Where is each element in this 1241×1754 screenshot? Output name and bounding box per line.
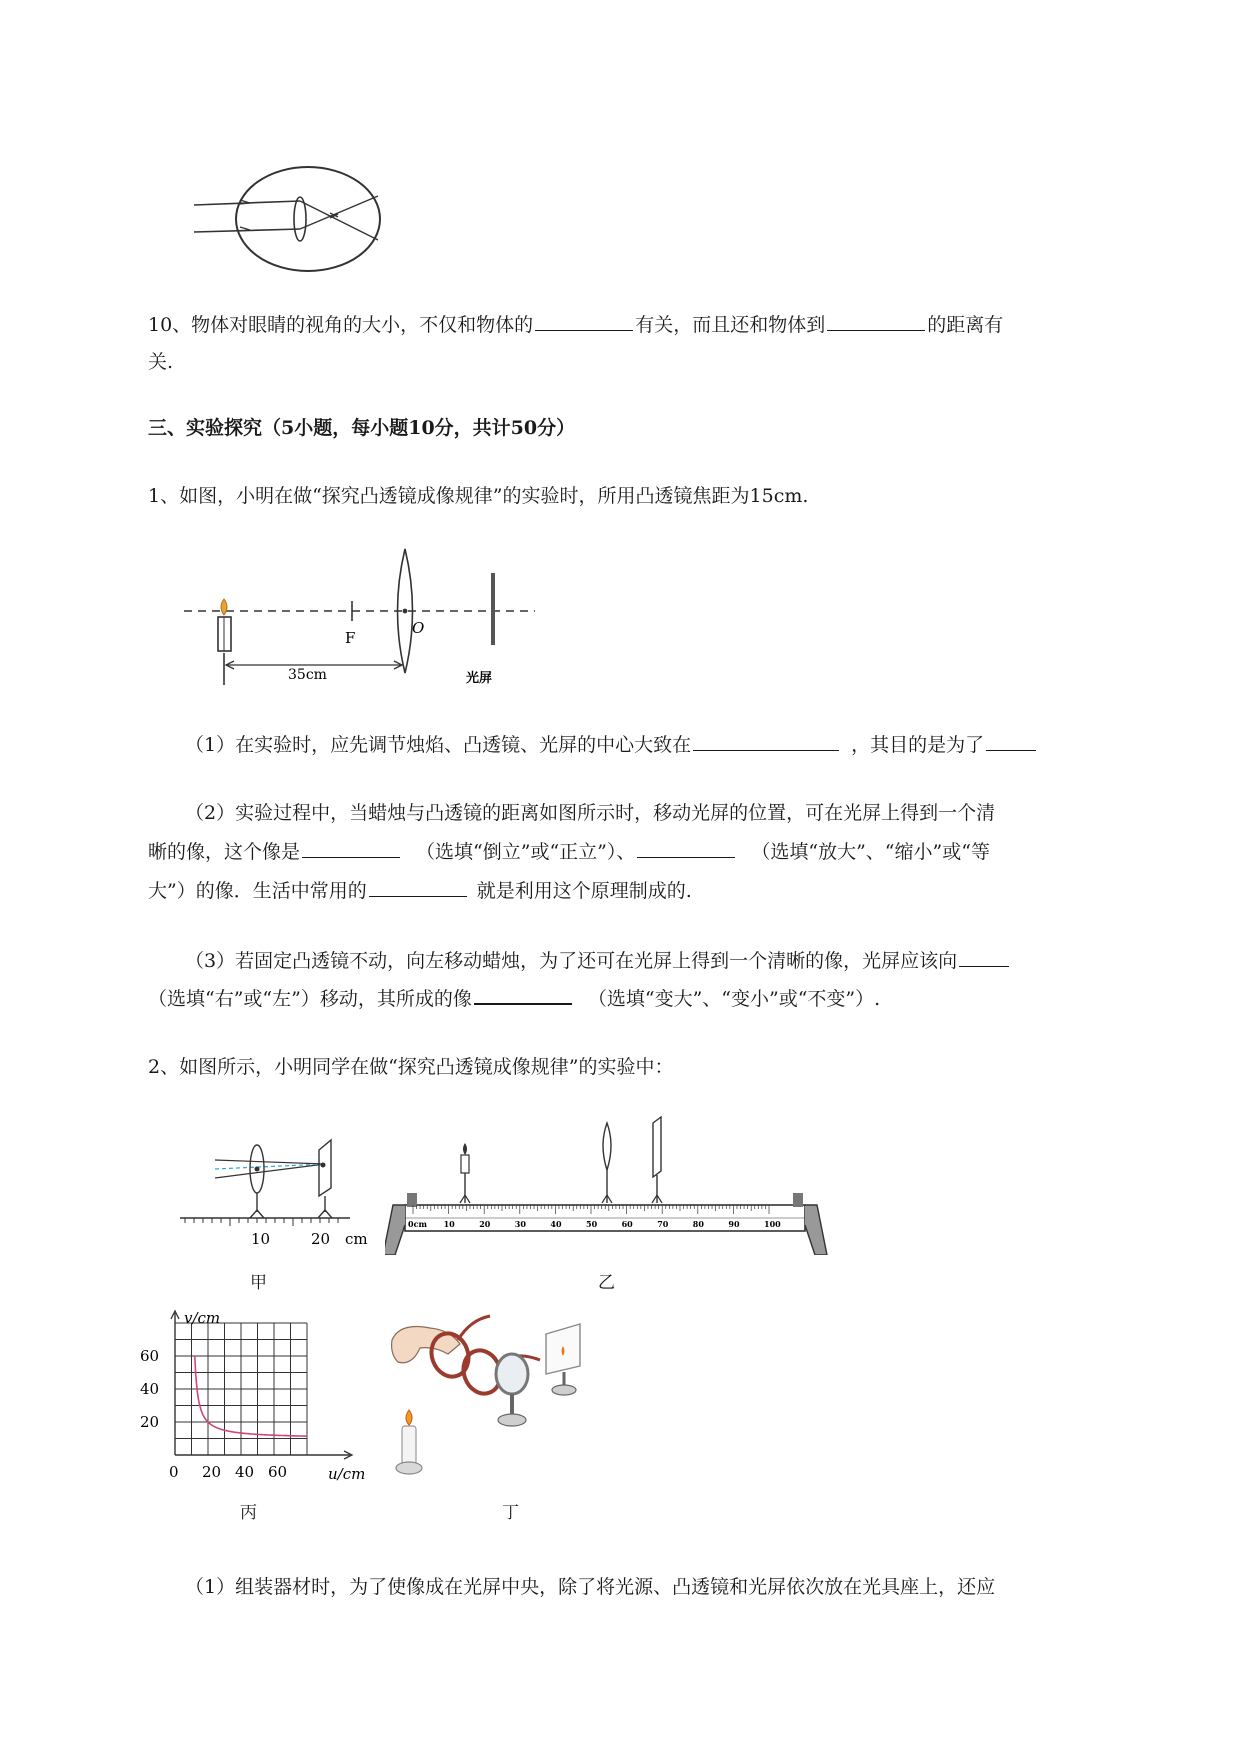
y-tick-label: 20 — [140, 1413, 160, 1431]
ruler-tick-label: 30 — [514, 1219, 526, 1229]
tick-label: 10 — [251, 1230, 271, 1245]
p1-sub1: （1）在实验时，应先调节烛焰、凸透镜、光屏的中心大致在 ，其目的是为了 — [185, 726, 1185, 764]
distance-label: 35cm — [288, 667, 327, 683]
figure-bing — [140, 1305, 390, 1485]
ruler-tick-label: 0cm — [408, 1219, 427, 1229]
screen-label: 光屏 — [466, 671, 493, 686]
focus-label: F — [345, 629, 356, 647]
p1-sub2-line1: （2）实验过程中，当蜡烛与凸透镜的距离如图所示时，移动光屏的位置，可在光屏上得到一个清 — [185, 802, 996, 824]
x-tick-label: 20 — [202, 1463, 222, 1481]
ruler-tick-label: 90 — [728, 1219, 740, 1229]
ruler-tick-label: 100 — [764, 1219, 781, 1229]
caption-yi: 乙 — [598, 1273, 615, 1293]
q10-line1: 10、物体对眼睛的视角的大小，不仅和物体的 有关，而且还和物体到 的距离有 — [148, 306, 1148, 344]
answer-blank[interactable] — [986, 730, 1036, 751]
ruler-tick-label: 70 — [657, 1219, 669, 1229]
p2-stem: 2、如图所示，小明同学在做“探究凸透镜成像规律”的实验中： — [148, 1056, 674, 1078]
p1-sub2-line3: 大”）的像．生活中常用的 就是利用这个原理制成的. — [148, 872, 1148, 910]
caption-jia: 甲 — [250, 1273, 267, 1293]
convex-lens-icon — [496, 1354, 528, 1394]
answer-blank[interactable] — [827, 310, 925, 331]
caption-ding: 丁 — [502, 1503, 519, 1523]
x-axis-label: u/cm — [328, 1465, 366, 1483]
eye-diagram — [190, 160, 410, 280]
ruler-tick-label: 40 — [550, 1219, 562, 1229]
p1-sub2-line2: 晰的像，这个像是 （选填“倒立”或“正立”）、 （选填“放大”、“缩小”或“等 — [148, 833, 1148, 871]
p1-sub3-line1: （3）若固定凸透镜不动，向左移动蜡烛，为了还可在光屏上得到一个清晰的像，光屏应该向 — [185, 942, 1185, 980]
convex-lens-icon — [603, 1123, 611, 1170]
ruler-tick-label: 60 — [621, 1219, 633, 1229]
optical-bench-diagram — [180, 545, 540, 695]
figure-ding — [390, 1310, 630, 1490]
flame-icon — [406, 1410, 412, 1425]
flame-icon — [221, 599, 227, 615]
screen-icon — [653, 1117, 661, 1177]
p1-sub3-line2: （选填“右”或“左”）移动，其所成的像 （选填“变大”、“变小”或“不变”）. — [148, 980, 1148, 1018]
figure-jia — [175, 1130, 385, 1245]
unit-label: cm — [345, 1230, 368, 1245]
ruler-tick-label: 10 — [443, 1219, 455, 1229]
p1-stem: 1、如图，小明在做“探究凸透镜成像规律”的实验时，所用凸透镜焦距为15cm. — [148, 485, 809, 507]
x-tick-label: 0 — [169, 1463, 179, 1481]
x-tick-label: 40 — [235, 1463, 255, 1481]
answer-blank[interactable] — [693, 730, 839, 751]
answer-blank[interactable] — [369, 876, 467, 897]
candle-icon — [461, 1155, 469, 1173]
candle-icon — [402, 1426, 416, 1466]
answer-blank[interactable] — [302, 837, 400, 858]
y-tick-label: 60 — [140, 1347, 160, 1365]
y-tick-label: 40 — [140, 1380, 160, 1398]
answer-blank[interactable] — [637, 837, 735, 858]
p2-sub1: （1）组装器材时，为了使像成在光屏中央，除了将光源、凸透镜和光屏依次放在光具座上，还应 — [185, 1576, 996, 1598]
screen-icon — [319, 1140, 331, 1196]
ruler-tick-label: 50 — [586, 1219, 598, 1229]
caption-bing: 丙 — [240, 1503, 257, 1523]
figure-yi — [385, 1115, 835, 1255]
answer-blank[interactable] — [474, 983, 572, 1005]
optical-center-label: O — [412, 619, 425, 637]
q10-line2: 关. — [148, 351, 174, 373]
y-axis-label: v/cm — [184, 1309, 221, 1327]
x-tick-label: 60 — [268, 1463, 288, 1481]
flame-icon — [463, 1143, 467, 1155]
ruler-tick-label: 80 — [692, 1219, 704, 1229]
answer-blank[interactable] — [959, 946, 1009, 967]
section-heading: 三、实验探究（5小题，每小题10分，共计50分） — [148, 417, 576, 439]
tick-label: 20 — [311, 1230, 331, 1245]
ruler-tick-label: 20 — [479, 1219, 491, 1229]
answer-blank[interactable] — [535, 310, 633, 331]
